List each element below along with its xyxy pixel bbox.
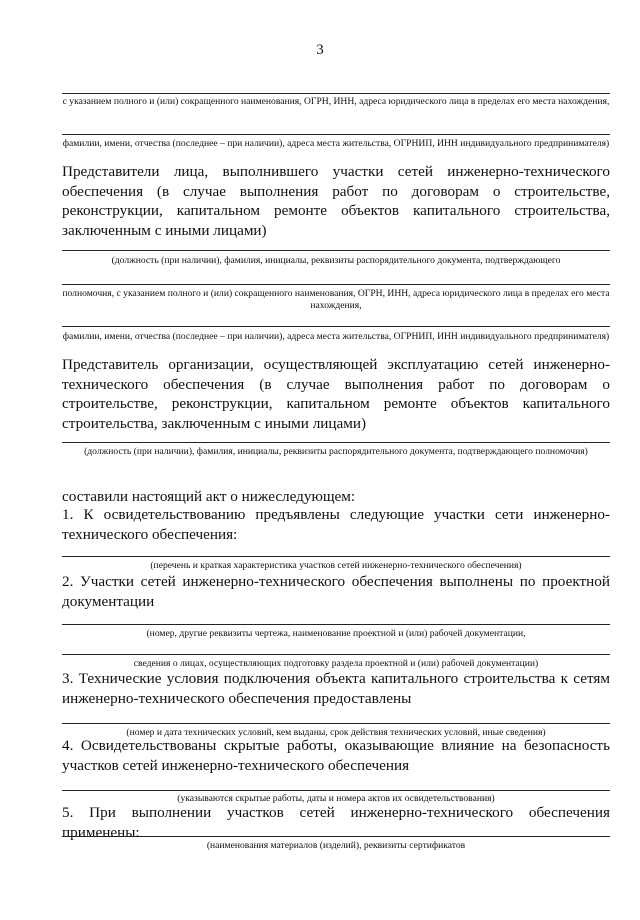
- caption-hidden-works: (указываются скрытые работы, даты и номера актов их освидетельствования): [177, 793, 495, 804]
- paragraph-item-4: 4. Освидетельствованы скрытые работы, оказывающие влияние на безопасность участков сетей инженерно-технического обеспечения: [62, 737, 610, 774]
- caption-legal-entity: с указанием полного и (или) сокращенного наименования, ОГРН, ИНН, адреса юридического лица в пределах его места нахождения,: [62, 96, 610, 107]
- paragraph-item-1: 1. К освидетельствованию предъявлены следующие участки сети инженерно-технического обеспечения:: [62, 506, 610, 543]
- caption-authority-legal-entity: полномочия, с указанием полного и (или) сокращенного наименования, ОГРН, ИНН, адреса юридического лица в пределах его места нахождения,: [62, 288, 610, 311]
- fill-line[interactable]: [62, 624, 610, 625]
- paragraph-item-5: 5. При выполнении участков сетей инженерно-технического обеспечения применены:: [62, 804, 610, 841]
- fill-line[interactable]: [62, 442, 610, 443]
- fill-line[interactable]: [62, 790, 610, 791]
- fill-line[interactable]: [62, 556, 610, 557]
- fill-line[interactable]: [62, 284, 610, 285]
- caption-drawing-details: (номер, другие реквизиты чертежа, наименование проектной и (или) рабочей документации,: [146, 628, 526, 639]
- caption-position-name: (должность (при наличии), фамилия, инициалы, реквизиты распорядительного документа, подтверждающего: [111, 255, 561, 266]
- paragraph-contractor-representatives: Представители лица, выполнившего участки сетей инженерно-технического обеспечения (в случае выполнения работ по договорам о строительстве, реконструкции, капитальном ремонте объектов капитального строительства, заключенным с иными лицами): [62, 163, 610, 239]
- fill-line[interactable]: [62, 723, 610, 724]
- fill-line[interactable]: [62, 93, 610, 94]
- caption-design-persons: сведения о лицах, осуществляющих подготовку раздела проектной и (или) рабочей документации): [133, 658, 539, 669]
- caption-individual-entrepreneur: фамилии, имени, отчества (последнее – при наличии), адреса места жительства, ОГРНИП, ИНН индивидуального предпринимателя): [62, 138, 610, 149]
- caption-technical-conditions: (номер и дата технических условий, кем выданы, срок действия технических условий, иные сведения): [126, 727, 546, 738]
- caption-sections-list: (перечень и краткая характеристика участков сетей инженерно-технического обеспечения): [150, 560, 522, 571]
- paragraph-item-2: 2. Участки сетей инженерно-технического обеспечения выполнены по проектной документации: [62, 573, 610, 610]
- paragraph-operator-representative: Представитель организации, осуществляющей эксплуатацию сетей инженерно-технического обеспечения (в случае выполнения работ по договорам о строительстве, реконструкции, капитальном ремонте объектов капитального строительства, заключенным с иными лицами): [62, 356, 610, 432]
- fill-line[interactable]: [62, 836, 610, 837]
- fill-line[interactable]: [62, 654, 610, 655]
- fill-line[interactable]: [62, 326, 610, 327]
- caption-materials: (наименования материалов (изделий), реквизиты сертификатов: [206, 840, 466, 851]
- caption-individual-entrepreneur-2: фамилии, имени, отчества (последнее – при наличии), адреса места жительства, ОГРНИП, ИНН индивидуального предпринимателя): [62, 331, 610, 342]
- paragraph-act-intro: составили настоящий акт о нижеследующем:: [62, 488, 356, 505]
- caption-position-authority: (должность (при наличии), фамилия, инициалы, реквизиты распорядительного документа, подтверждающего полномочия): [84, 446, 588, 457]
- paragraph-item-3: 3. Технические условия подключения объекта капитального строительства к сетям инженерно-технического обеспечения предоставлены: [62, 670, 610, 707]
- page-number: 3: [316, 42, 324, 58]
- fill-line[interactable]: [62, 134, 610, 135]
- fill-line[interactable]: [62, 250, 610, 251]
